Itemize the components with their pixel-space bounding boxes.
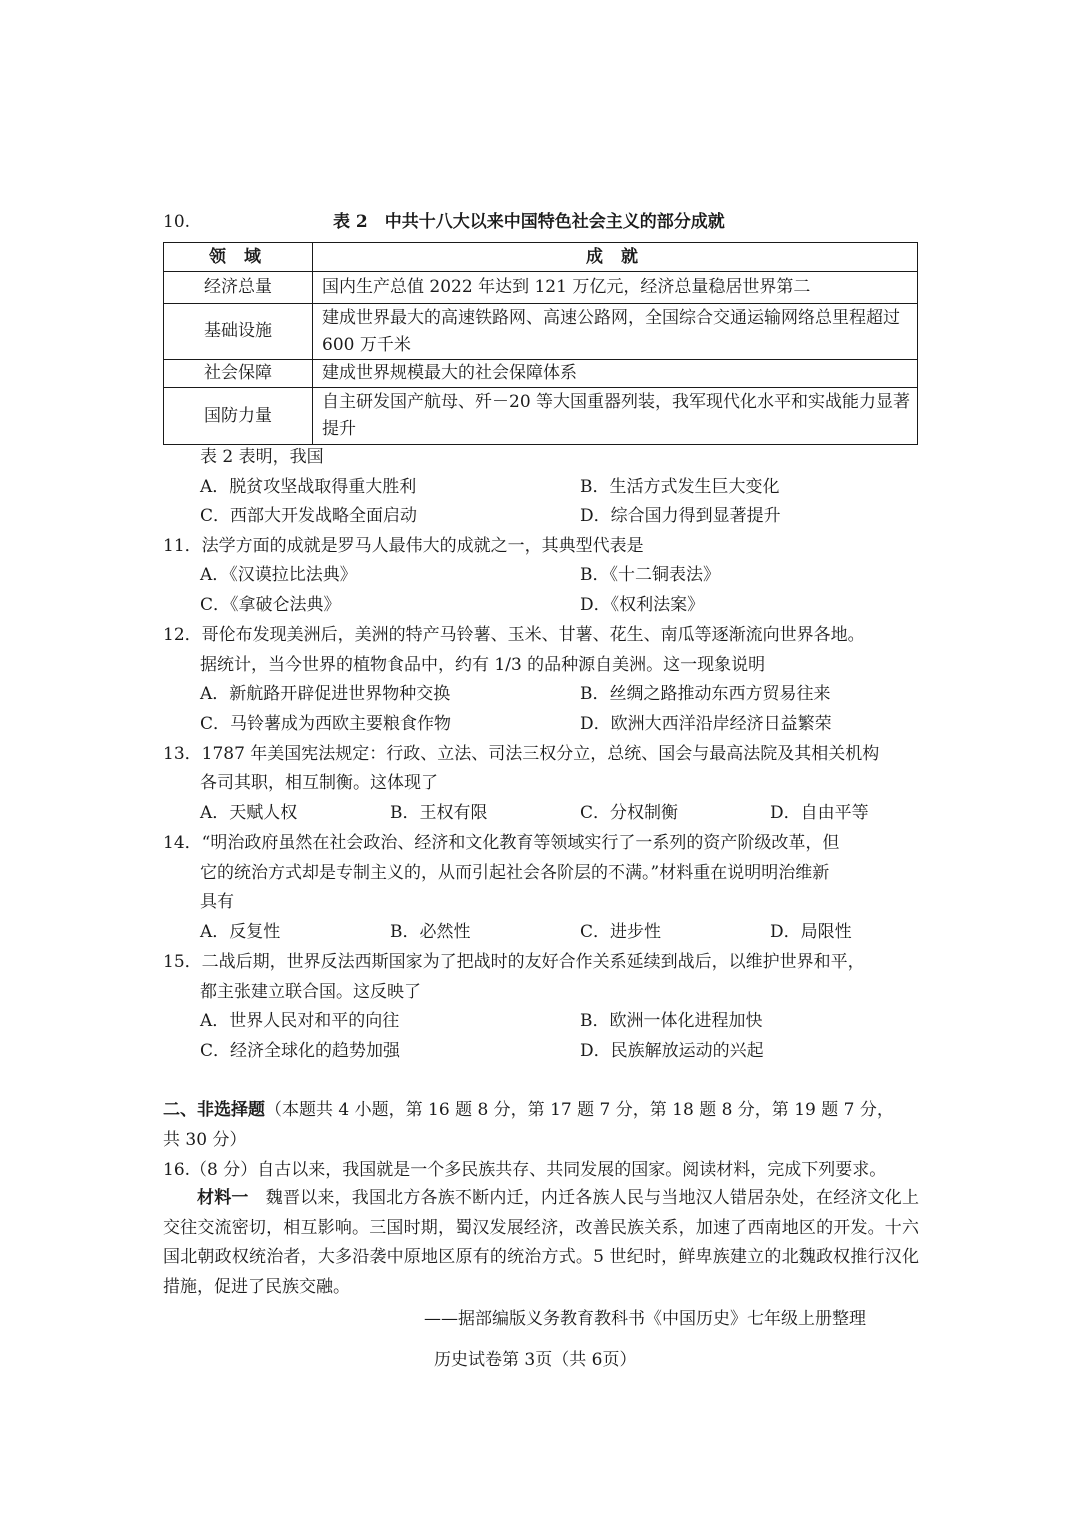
question-stem-continued: 都主张建立联合国。这反映了	[200, 982, 421, 1002]
table-cell-field: 社会保障	[164, 360, 313, 388]
option-a: A．反复性	[200, 922, 281, 942]
table-title: 表 2 中共十八大以来中国特色社会主义的部分成就	[333, 212, 725, 232]
option-a: A．天赋人权	[200, 803, 298, 823]
table-cell-field: 基础设施	[164, 304, 313, 360]
table-cell-field: 经济总量	[164, 272, 313, 304]
material-label: 材料一	[197, 1188, 249, 1208]
table-cell-achievement: 建成世界最大的高速铁路网、高速公路网，全国综合交通运输网络总里程超过 600 万千米	[313, 304, 918, 360]
option-c: C．《拿破仑法典》	[200, 595, 341, 615]
option-d: D．自由平等	[770, 803, 869, 823]
table-row	[164, 272, 918, 304]
achievements-table	[163, 242, 918, 445]
option-a: A．《汉谟拉比法典》	[200, 565, 357, 585]
option-b: B．必然性	[390, 922, 471, 942]
question-stem: 16.（8 分）自古以来，我国就是一个多民族共存、共同发展的国家。阅读材料，完成下列要求。	[163, 1160, 887, 1180]
option-a: A．世界人民对和平的向往	[200, 1011, 400, 1031]
table-cell-field: 国防力量	[164, 388, 313, 445]
option-d: D．民族解放运动的兴起	[580, 1041, 764, 1061]
option-d: D．欧洲大西洋沿岸经济日益繁荣	[580, 714, 832, 734]
material-paragraph	[163, 1184, 919, 1302]
option-b: B．王权有限	[390, 803, 488, 823]
question-stem-continued: 据统计，当今世界的植物食品中，约有 1/3 的品种源自美洲。这一现象说明	[200, 655, 766, 675]
question-stem: 11．法学方面的成就是罗马人最伟大的成就之一，其典型代表是	[163, 536, 644, 556]
table-row	[164, 388, 918, 445]
question-stem-continued: 它的统治方式却是专制主义的，从而引起社会各阶层的不满。”材料重在说明明治维新	[200, 863, 830, 883]
option-d: D．《权利法案》	[580, 595, 705, 615]
option-c: C．西部大开发战略全面启动	[200, 506, 418, 526]
option-a: A．新航路开辟促进世界物种交换	[200, 684, 451, 704]
option-d: D．局限性	[770, 922, 852, 942]
question-stem: 14．“明治政府虽然在社会政治、经济和文化教育等领域实行了一系列的资产阶级改革，但	[163, 833, 840, 853]
option-d: D．综合国力得到显著提升	[580, 506, 781, 526]
section-description-continued: 共 30 分）	[163, 1130, 247, 1150]
table-cell-achievement: 自主研发国产航母、歼－20 等大国重器列装，我军现代化水平和实战能力显著提升	[313, 388, 918, 445]
option-b: B．《十二铜表法》	[580, 565, 720, 585]
question-stem: 表 2 表明，我国	[200, 447, 324, 467]
header-field: 领 域	[164, 243, 313, 272]
table-row	[164, 360, 918, 388]
section-title: 二、非选择题	[163, 1100, 265, 1120]
option-c: C．分权制衡	[580, 803, 679, 823]
section-description: （本题共 4 小题，第 16 题 8 分，第 17 题 7 分，第 18 题 8 分，第 19 题 7 分，	[265, 1100, 894, 1120]
option-c: C．经济全球化的趋势加强	[200, 1041, 401, 1061]
option-b: B．生活方式发生巨大变化	[580, 477, 780, 497]
option-a: A．脱贫攻坚战取得重大胜利	[200, 477, 417, 497]
table-header-row	[164, 243, 918, 272]
question-stem: 15．二战后期，世界反法西斯国家为了把战时的友好合作关系延续到战后，以维护世界和平，	[163, 952, 865, 972]
question-number: 10.	[163, 212, 191, 232]
question-stem: 13．1787 年美国宪法规定：行政、立法、司法三权分立，总统、国会与最高法院及其相关机构	[163, 744, 880, 764]
table-cell-achievement: 建成世界规模最大的社会保障体系	[313, 360, 918, 388]
material-source: ——据部编版义务教育教科书《中国历史》七年级上册整理	[424, 1309, 866, 1329]
table-row	[164, 304, 918, 360]
section-heading	[163, 1102, 894, 1119]
question-stem: 12．哥伦布发现美洲后，美洲的特产马铃薯、玉米、甘薯、花生、南瓜等逐渐流向世界各地。	[163, 625, 865, 645]
option-c: C．马铃薯成为西欧主要粮食作物	[200, 714, 452, 734]
table-cell-achievement: 国内生产总值 2022 年达到 121 万亿元，经济总量稳居世界第二	[313, 272, 918, 304]
header-achievement: 成 就	[313, 243, 918, 272]
page-footer: 历史试卷第 3页（共 6页）	[434, 1350, 637, 1370]
option-b: B．丝绸之路推动东西方贸易往来	[580, 684, 831, 704]
question-stem-continued: 具有	[200, 892, 234, 912]
option-b: B．欧洲一体化进程加快	[580, 1011, 763, 1031]
question-stem-continued: 各司其职，相互制衡。这体现了	[200, 773, 438, 793]
option-c: C．进步性	[580, 922, 662, 942]
material-text: 魏晋以来，我国北方各族不断内迁，内迁各族人民与当地汉人错居杂处，在经济文化上交往交流密切，相互影响。三国时期，蜀汉发展经济，改善民族关系，加速了西南地区的开发。十六国北朝政权统治者，大多沿袭中原地区原有的统治方式。5 世纪时，鲜卑族建立的北魏政权推行汉化措施，促进了民族交融。	[163, 1188, 920, 1297]
